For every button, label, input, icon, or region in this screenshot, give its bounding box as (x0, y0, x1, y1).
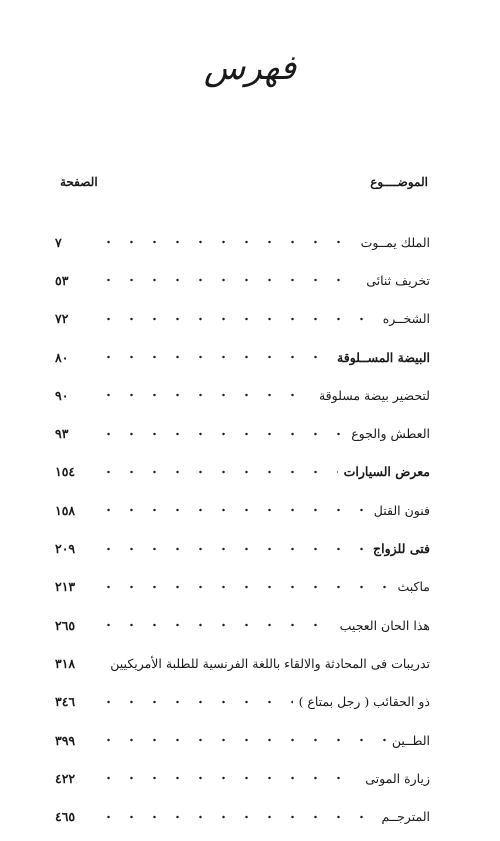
toc-entry-title: البيضة المســلوقة (337, 349, 430, 365)
toc-entry-page: ٤٢٢ (55, 770, 76, 786)
toc-entry (55, 300, 430, 338)
toc-entry-page: ٧٢ (55, 311, 69, 327)
toc-entry-title: تدريبات فى المحادثة والالقاء باللغة الفرنسية للطلبة الأمريكيين (110, 655, 430, 671)
dot-leader (97, 699, 293, 705)
toc-entry (55, 414, 430, 452)
toc-entry-title: ذو الحقائب ( رجل بمتاع ) (298, 694, 430, 710)
toc-entry-page: ٥٣ (55, 272, 69, 288)
dot-leader (97, 775, 359, 781)
toc-entry-page: ٣٤٦ (55, 694, 76, 710)
toc-entry-page: ٣٩٩ (55, 732, 76, 748)
toc-entry (55, 568, 430, 606)
toc-entry-title: فتى للزواج (373, 541, 430, 557)
toc-entry (55, 376, 430, 414)
toc-entry-title: العطش والجوع (351, 426, 430, 442)
toc-entry (55, 644, 430, 682)
toc-entry-page: ١٥٤ (55, 464, 76, 480)
toc-entry (55, 606, 430, 644)
dot-leader (97, 316, 377, 322)
toc-entry-title: المترجــم (381, 809, 430, 825)
dot-leader (97, 737, 386, 743)
toc-entry-page: ١٥٨ (55, 502, 76, 518)
toc-entry-page: ٣١٨ (55, 655, 76, 671)
dot-leader (97, 584, 391, 590)
toc-entry-title: تخريف ثنائى (366, 272, 430, 288)
toc-entry-page: ٩٣ (55, 426, 69, 442)
toc-entry-title: الشخــره (382, 311, 430, 327)
toc-entry (55, 491, 430, 529)
toc-entry (55, 797, 430, 835)
dot-leader (97, 431, 345, 437)
toc-entry-title: ماكبث (397, 579, 430, 595)
toc-entry-title: معرض السيارات (343, 464, 430, 480)
toc-entry (55, 223, 430, 261)
toc-entry (55, 683, 430, 721)
toc-entry-page: ٢١٣ (55, 579, 76, 595)
dot-leader (97, 507, 368, 513)
page-column-header: الصفحة (60, 175, 98, 189)
dot-leader (97, 277, 360, 283)
toc-entry-title: لتحضير بيضة مسلوقة (318, 387, 430, 403)
dot-leader (97, 239, 355, 245)
toc-entry-title: الطــين (391, 732, 430, 748)
dot-leader (97, 546, 367, 552)
toc-entry-title: فنون القتل (373, 502, 430, 518)
toc-entry-page: ٤٦٥ (55, 809, 76, 825)
toc-entry-page: ٨٠ (55, 349, 69, 365)
page-title: فهرس (203, 48, 297, 88)
dot-leader (97, 660, 104, 666)
dot-leader (97, 469, 338, 475)
toc-entry (55, 453, 430, 491)
dot-leader (97, 354, 331, 360)
toc-entry-title: زيارة الموتى (365, 770, 430, 786)
toc-entry (55, 261, 430, 299)
toc-header (60, 172, 428, 192)
toc-entry-page: ٢٦٥ (55, 617, 76, 633)
toc-entry (55, 721, 430, 759)
toc-entry-page: ٩٠ (55, 387, 69, 403)
toc-entry-title: الملك يمــوت (360, 234, 430, 250)
dot-leader (97, 814, 375, 820)
toc-entry (55, 759, 430, 797)
toc-entry-page: ٢٠٩ (55, 541, 76, 557)
toc-entry (55, 529, 430, 567)
toc-entry-page: ٧ (55, 234, 62, 250)
toc-entry-title: هذا الحان العجيب (339, 617, 430, 633)
topic-column-header: الموضــــوع (370, 175, 428, 189)
dot-leader (97, 622, 334, 628)
dot-leader (97, 392, 313, 398)
toc-list (55, 223, 430, 836)
toc-entry (55, 338, 430, 376)
